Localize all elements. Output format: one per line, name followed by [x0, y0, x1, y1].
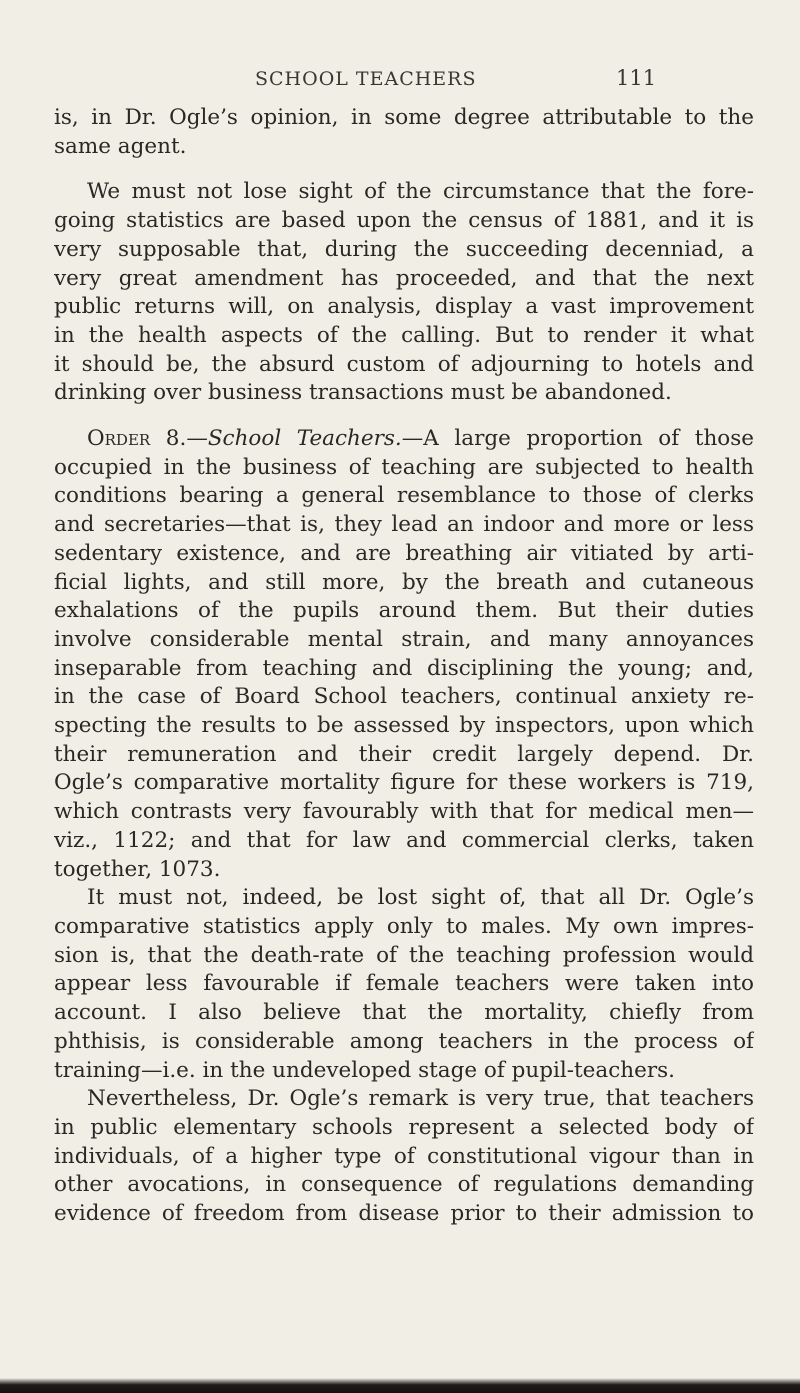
- text-line: exhalations of the pupils around them. But their duties: [54, 598, 754, 624]
- text-line: their remuneration and their credit largely depend. Dr.: [54, 741, 754, 767]
- text-line: specting the results to be assessed by inspectors, upon which: [54, 713, 754, 739]
- text-line: same agent.: [54, 133, 187, 159]
- text-line: We must not lose sight of the circumstance that the fore-: [87, 179, 754, 205]
- text-line: other avocations, in consequence of regulations demanding: [54, 1172, 754, 1198]
- paragraph-census: [54, 178, 754, 408]
- text-line: going statistics are based upon the census of 1881, and it is: [54, 208, 754, 234]
- text-line: Ogle’s comparative mortality figure for these workers is 719,: [54, 770, 754, 796]
- order-heading-rest: —A large proportion of those: [401, 426, 754, 452]
- text-line: comparative statistics apply only to males. My own impres-: [54, 913, 754, 939]
- order-heading: —School Teachers.: [186, 426, 402, 452]
- text-line: viz., 1122; and that for law and commercial clerks, taken: [54, 827, 754, 853]
- text-line: appear less favourable if female teachers were taken into: [54, 971, 754, 997]
- text-line: conditions bearing a general resemblance to those of clerks: [54, 483, 754, 509]
- text-line: training—i.e. in the undeveloped stage of pupil-teachers.: [54, 1057, 675, 1083]
- text-line: which contrasts very favourably with that for medical men—: [54, 799, 754, 825]
- paragraph-continuation: [54, 104, 754, 161]
- text-line: is, in Dr. Ogle’s opinion, in some degree attributable to the: [54, 105, 754, 130]
- text-line: phthisis, is considerable among teachers in the process of: [54, 1028, 754, 1054]
- body-text: [54, 104, 754, 1229]
- text-line: account. I also believe that the mortality, chiefly from: [54, 1000, 754, 1026]
- text-line: in public elementary schools represent a selected body of: [54, 1114, 754, 1140]
- text-line: very great amendment has proceeded, and that the next: [54, 265, 754, 291]
- text-line: involve considerable mental strain, and many annoyances: [54, 626, 754, 652]
- text-line: in the health aspects of the calling. But to render it what: [54, 322, 754, 348]
- text-line: very supposable that, during the succeeding decenniad, a: [54, 236, 754, 262]
- text-line: sedentary existence, and are breathing air vitiated by arti-: [54, 540, 754, 566]
- text-line: ficial lights, and still more, by the breath and cutaneous: [54, 569, 754, 595]
- paragraph-nevertheless: [54, 1085, 754, 1229]
- running-head: SCHOOL TEACHERS: [255, 68, 477, 90]
- order-label: Order 8.: [87, 426, 187, 452]
- paragraph-males: [54, 884, 754, 1085]
- text-line: public returns will, on analysis, display a vast improvement: [54, 294, 754, 320]
- page-number: 111: [616, 66, 657, 90]
- text-line: sion is, that the death-rate of the teaching profession would: [54, 942, 754, 968]
- text-line: it should be, the absurd custom of adjourning to hotels and: [54, 351, 754, 377]
- text-line: together, 1073.: [54, 856, 221, 882]
- paragraph-order-8: [54, 425, 754, 884]
- page-bottom-edge: [0, 1378, 800, 1393]
- text-line: It must not, indeed, be lost sight of, that all Dr. Ogle’s: [87, 885, 754, 911]
- text-line: occupied in the business of teaching are subjected to health: [54, 454, 754, 480]
- text-line: Nevertheless, Dr. Ogle’s remark is very true, that teachers: [87, 1086, 754, 1112]
- text-line: inseparable from teaching and disciplining the young; and,: [54, 655, 754, 681]
- text-line: in the case of Board School teachers, continual anxiety re-: [54, 684, 754, 710]
- text-line: evidence of freedom from disease prior to their admission to: [54, 1201, 754, 1227]
- text-line: drinking over business transactions must be abandoned.: [54, 380, 672, 406]
- text-line: individuals, of a higher type of constitutional vigour than in: [54, 1143, 754, 1169]
- text-line: and secretaries—that is, they lead an indoor and more or less: [54, 512, 754, 538]
- order-heading-line: [54, 425, 754, 454]
